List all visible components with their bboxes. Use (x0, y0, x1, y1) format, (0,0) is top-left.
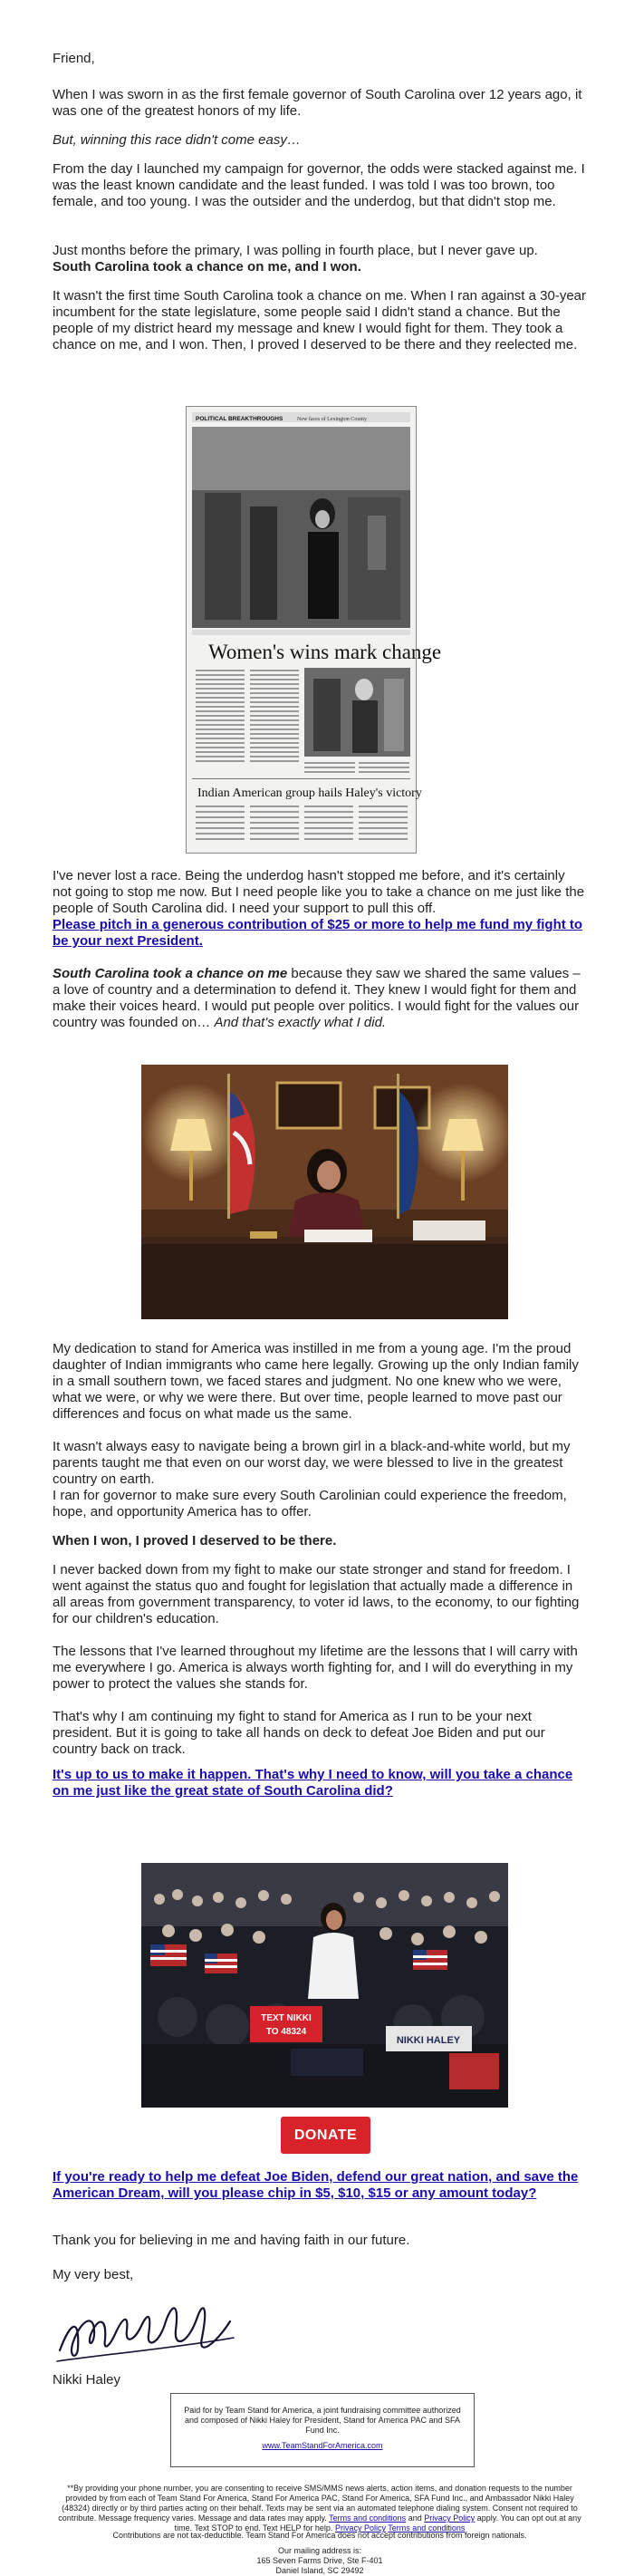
take-a-chance-link[interactable]: It's up to us to make it happen. That's why I need to know, will you take a chance on me just like the great state of South Carolina did? (53, 1767, 573, 1799)
contribute-25-link[interactable]: Please pitch in a generous contribution of $25 or more to help me fund my fight to be your next President. (53, 917, 583, 949)
chip-in-link[interactable]: If you're ready to help me defeat Joe Biden, defend our great nation, and save the American Dream, will you please chip in $5, $10, $15 or any amount today? (53, 2169, 579, 2201)
paragraph-thank-you: Thank you for believing in me and having faith in our future. (53, 2233, 410, 2248)
site-link[interactable]: www.TeamStandForAmerica.com (262, 2441, 383, 2450)
paragraph-shared-values (53, 966, 587, 1031)
mailing-address (53, 2546, 587, 2576)
paragraph-lessons: The lessons that I've learned throughout my lifetime are the lessons that I will carry with me everywhere I go. America is always worth fighting for, and I will do everything in my power to protect the values she stands for. (53, 1644, 578, 1692)
desk-signing-art (141, 1065, 508, 1319)
sms-text: **By providing your phone number, you are consenting to receive SMS/MMS news alerts, action items, and donation requests to the number provided by from each of Team Stand For America, Stand For America PAC, Stand For America, SFA Fund Inc., and Ambassador Nikki Haley (48324) directly or by third parties acting on their behalf. Texts may be sent via an automated telephone dialing system. Consent not required to contribute. Message frequency varies. Message and data rates may apply. (58, 2484, 578, 2523)
address-line-1: 165 Seven Farms Drive, Ste F-401 (256, 2556, 383, 2565)
sender-name: Nikki Haley (53, 2372, 121, 2388)
address-line-2: Daniel Island, SC 29492 (275, 2566, 364, 2575)
contributions-note: Contributions are not tax-deductible. Team Stand For America does not accept contributions from foreign nationals. (112, 2531, 527, 2540)
paragraph-continuing-fight: That's why I am continuing my fight to stand for America as I run to be your next president. But it is going to take all hands on deck to defeat Joe Biden and put our country back on track. (53, 1709, 545, 1757)
paragraph-odds: From the day I launched my campaign for governor, the odds were stacked against me. I was the least known candidate and the least funded. I was told I was too brown, too female, and too young. I was the outsider and the underdog, but that didn't stop me. (53, 161, 585, 209)
paragraph-proved-deserved: When I won, I proved I deserved to be there. (53, 1533, 337, 1548)
clipping-kicker: POLITICAL BREAKTHROUGHS (196, 416, 283, 422)
desk-signing-photo (141, 1065, 508, 1319)
privacy-link-2[interactable]: Privacy Policy (334, 2523, 386, 2533)
paragraph-not-easy: But, winning this race didn't come easy… (53, 132, 301, 148)
closing: My very best, (53, 2267, 134, 2282)
rally-sign-line2: TO 48324 (265, 2027, 307, 2037)
rally-photo (141, 1863, 508, 2108)
paid-for-box (170, 2393, 475, 2467)
donate-button[interactable]: DONATE (281, 2117, 370, 2154)
apply-text: apply. You can opt out at any time. Text STOP to end. Text HELP for help. (174, 2513, 581, 2533)
shared-values-tail: And that's exactly what I did. (214, 1015, 387, 1030)
paragraph-brown-girl: It wasn't always easy to navigate being a brown girl in a black-and-white world, but my parents taught me that even on our worst day, we were blessed to live in the greatest country on earth. (53, 1439, 571, 1487)
paragraph-fourth-place (53, 243, 587, 275)
took-a-chance-bold: South Carolina took a chance on me, and I won. (53, 259, 361, 275)
rally-art (141, 1863, 508, 2108)
paragraph-never-backed-down: I never backed down from my fight to make our state stronger and stand for freedom. I went against the status quo and fought for legislation that actually made a difference in all areas from government transparency, to voter id laws, to the economy, to our fighting for our children's education. (53, 1562, 580, 1626)
clipping-headline: Women's wins mark change (208, 641, 442, 663)
paragraph-ran-for-governor: I ran for governor to make sure every South Carolinian could experience the freedom, hope, and opportunity America has to offer. (53, 1488, 567, 1520)
signature-image (53, 2294, 238, 2371)
shared-values-lead: South Carolina took a chance on me (53, 966, 288, 981)
rally-sign-name: NIKKI HALEY (396, 2035, 461, 2046)
fourth-place-text: Just months before the primary, I was polling in fourth place, but I never gave up. (53, 243, 538, 258)
terms-link-2[interactable]: Terms and conditions (388, 2523, 466, 2533)
paragraph-never-lost: I've never lost a race. Being the underdog hasn't stopped me before, and it's certainly not going to stop me now. But I need people like you to take a chance on me just like the people of South Carolina did. I need your support to pull this off. (53, 868, 585, 916)
paid-for-text: Paid for by Team Stand for America, a joint fundraising committee authorized and composed of Nikki Haley for President, Stand for America PAC and SFA Fund Inc. (184, 2406, 461, 2435)
rally-sign-line1: TEXT NIKKI (261, 2013, 312, 2023)
shared-values-body: because they saw we shared the same values – a love of country and a determination to defend it. They knew I would fight for them and make their voices heard. I would put people over politics. I would fight for the values our country was founded on… (53, 966, 581, 1030)
and-text: and (408, 2513, 422, 2523)
mailing-label: Our mailing address is: (277, 2546, 362, 2555)
newspaper-clipping-art (187, 407, 442, 853)
cta-paragraph-2 (53, 1767, 587, 1799)
paragraph-dedication: My dedication to stand for America was instilled in me from a young age. I'm the proud daughter of Indian immigrants who came here legally. Growing up the only Indian family in a small southern town, we faced stares and judgment. No one knew who we were, what we were, or why we were there. But over time, people learned to move past our differences and focus on what made us the same. (53, 1341, 579, 1422)
clipping-kicker-sub: New faces of Lexington County (297, 417, 367, 422)
newspaper-clipping-image (186, 406, 442, 854)
paragraph-sworn-in: When I was sworn in as the first female governor of South Carolina over 12 years ago, it was one of the greatest honors of my life. (53, 87, 582, 119)
cta-paragraph-1 (53, 917, 587, 950)
greeting: Friend, (53, 51, 95, 66)
privacy-link[interactable]: Privacy Policy (424, 2513, 476, 2523)
paragraph-legislature: It wasn't the first time South Carolina took a chance on me. When I ran against a 30-year incumbent for the state legislature, some people said I didn't stand a chance. But the people of my district heard my message and knew I would fight for them. They took a chance on me, and I won. Then, I proved I deserved to be there and they reelected me. (53, 288, 586, 352)
terms-link[interactable]: Terms and conditions (329, 2513, 407, 2523)
cta-paragraph-3 (53, 2169, 587, 2202)
sms-disclaimer (53, 2484, 587, 2533)
clipping-subheadline: Indian American group hails Haley's victory (197, 786, 422, 800)
